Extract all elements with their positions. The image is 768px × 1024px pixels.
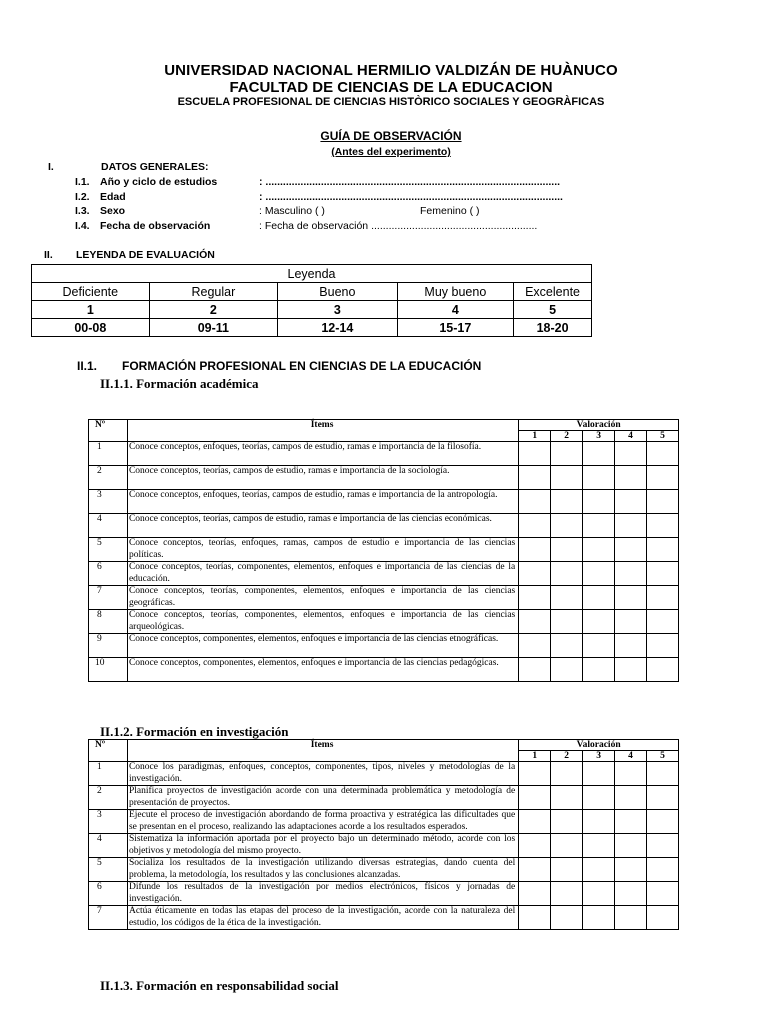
rating-cell[interactable] xyxy=(583,490,615,514)
table-row xyxy=(89,586,679,610)
row-number: 2 xyxy=(89,786,128,810)
row-number: 7 xyxy=(89,906,128,930)
rating-cell[interactable] xyxy=(646,834,678,858)
rating-cell[interactable] xyxy=(551,586,583,610)
research-scale-4: 4 xyxy=(615,751,647,762)
general-label-year: Año y ciclo de estudios xyxy=(100,176,218,188)
rating-cell[interactable] xyxy=(583,442,615,466)
rating-cell[interactable] xyxy=(646,906,678,930)
guide-title: GUÍA DE OBSERVACIÓN xyxy=(320,129,462,143)
table-row xyxy=(89,514,679,538)
table-row xyxy=(89,610,679,634)
research-scale-3: 3 xyxy=(583,751,615,762)
legend-range-cell: 00-08 xyxy=(32,319,150,337)
academic-title: II.1.1. Formación académica xyxy=(100,376,259,391)
table-row xyxy=(89,834,679,858)
row-number: 8 xyxy=(89,610,128,634)
legend-caption: Leyenda xyxy=(32,265,592,283)
row-item: Conoce conceptos, teorías, enfoques, ramas, campos de estudio e importancia de las ciencias políticas. xyxy=(127,538,518,562)
row-item: Difunde los resultados de la investigación por medios electrónicos, físicos y jornadas de investigación. xyxy=(127,882,518,906)
rating-cell[interactable] xyxy=(519,538,551,562)
rating-cell[interactable] xyxy=(646,658,678,682)
rating-cell[interactable] xyxy=(583,834,615,858)
row-number: 7 xyxy=(89,586,128,610)
row-item: Conoce conceptos, teorías, campos de estudio, ramas e importancia de las ciencias económicas. xyxy=(127,514,518,538)
row-number: 5 xyxy=(89,538,128,562)
general-code-2: I.2. xyxy=(75,191,90,203)
general-code-4: I.4. xyxy=(75,220,90,232)
rating-cell[interactable] xyxy=(519,490,551,514)
rating-cell[interactable] xyxy=(646,858,678,882)
social-title: II.1.3. Formación en responsabilidad social xyxy=(100,978,339,993)
research-col-num: Nº xyxy=(89,740,128,762)
general-label-age: Edad xyxy=(100,191,126,203)
rating-cell[interactable] xyxy=(519,514,551,538)
rating-cell[interactable] xyxy=(551,562,583,586)
general-code-3: I.3. xyxy=(75,205,90,217)
rating-cell[interactable] xyxy=(646,586,678,610)
general-section-number: I. xyxy=(48,161,54,173)
table-row xyxy=(89,762,679,786)
legend-value-cell: 5 xyxy=(514,301,592,319)
rating-cell[interactable] xyxy=(519,634,551,658)
rating-cell[interactable] xyxy=(551,514,583,538)
rating-cell[interactable] xyxy=(583,610,615,634)
rating-cell[interactable] xyxy=(551,882,583,906)
rating-cell[interactable] xyxy=(551,610,583,634)
rating-cell[interactable] xyxy=(583,906,615,930)
academic-scale-4: 4 xyxy=(615,431,647,442)
rating-cell[interactable] xyxy=(551,762,583,786)
legend-label-cell: Bueno xyxy=(278,283,398,301)
academic-scale-5: 5 xyxy=(646,431,678,442)
row-item: Socializa los resultados de la investigación utilizando diversas estrategias, dando cuenta del problema, la metodología, los resultados y las conclusiones alcanzadas. xyxy=(127,858,518,882)
research-title: II.1.2. Formación en investigación xyxy=(100,724,289,739)
rating-cell[interactable] xyxy=(615,810,647,834)
research-scale-5: 5 xyxy=(646,751,678,762)
section-21-title: FORMACIÓN PROFESIONAL EN CIENCIAS DE LA EDUCACIÓN xyxy=(122,359,482,373)
row-item: Ejecute el proceso de investigación abordando de forma proactiva y estratégica las dificultades que se presentan en el proceso, realizando las adaptaciones acorde a los resultados esperados. xyxy=(127,810,518,834)
rating-cell[interactable] xyxy=(551,906,583,930)
table-row xyxy=(89,562,679,586)
general-value-year[interactable]: : ..................................................................................................... xyxy=(259,176,561,188)
rating-cell[interactable] xyxy=(615,586,647,610)
row-number: 9 xyxy=(89,634,128,658)
rating-cell[interactable] xyxy=(519,442,551,466)
row-item: Conoce conceptos, teorías, componentes, elementos, enfoques e importancia de las ciencias geográficas. xyxy=(127,586,518,610)
rating-cell[interactable] xyxy=(646,562,678,586)
rating-cell[interactable] xyxy=(583,810,615,834)
rating-cell[interactable] xyxy=(519,586,551,610)
row-item: Conoce conceptos, teorías, componentes, elementos, enfoques e importancia de las ciencias de la educación. xyxy=(127,562,518,586)
legend-value-cell: 1 xyxy=(32,301,150,319)
general-value-sex-female[interactable]: Femenino ( ) xyxy=(420,205,480,217)
academic-col-num: Nº xyxy=(89,420,128,442)
rating-cell[interactable] xyxy=(519,562,551,586)
rating-cell[interactable] xyxy=(583,762,615,786)
rating-cell[interactable] xyxy=(615,514,647,538)
legend-value-cell: 3 xyxy=(278,301,398,319)
rating-cell[interactable] xyxy=(646,762,678,786)
academic-scale-2: 2 xyxy=(551,431,583,442)
rating-cell[interactable] xyxy=(551,490,583,514)
research-col-valoracion: Valoración xyxy=(519,740,679,751)
general-section-title: DATOS GENERALES: xyxy=(101,161,209,173)
faculty-name: FACULTAD DE CIENCIAS DE LA EDUCACION xyxy=(229,79,553,96)
rating-cell[interactable] xyxy=(551,658,583,682)
research-col-items: Ítems xyxy=(127,740,518,762)
rating-cell[interactable] xyxy=(615,634,647,658)
legend-value-cell: 4 xyxy=(397,301,514,319)
legend-range-cell: 18-20 xyxy=(514,319,592,337)
row-number: 1 xyxy=(89,762,128,786)
rating-cell[interactable] xyxy=(646,442,678,466)
row-number: 5 xyxy=(89,858,128,882)
row-number: 6 xyxy=(89,882,128,906)
rating-cell[interactable] xyxy=(615,490,647,514)
rating-cell[interactable] xyxy=(551,466,583,490)
rating-cell[interactable] xyxy=(551,442,583,466)
general-label-date: Fecha de observación xyxy=(100,220,211,232)
rating-cell[interactable] xyxy=(519,882,551,906)
academic-col-valoracion: Valoración xyxy=(519,420,679,431)
research-scale-2: 2 xyxy=(551,751,583,762)
research-table xyxy=(88,739,679,930)
row-item: Conoce conceptos, componentes, elementos, enfoques e importancia de las ciencias pedagógicas. xyxy=(127,658,518,682)
rating-cell[interactable] xyxy=(583,858,615,882)
table-row xyxy=(89,858,679,882)
rating-cell[interactable] xyxy=(583,658,615,682)
general-value-age[interactable]: : ...................................................................................................... xyxy=(259,191,563,203)
rating-cell[interactable] xyxy=(615,610,647,634)
row-item: Conoce los paradigmas, enfoques, conceptos, componentes, tipos, niveles y metodologías de la investigación. xyxy=(127,762,518,786)
rating-cell[interactable] xyxy=(646,514,678,538)
table-row xyxy=(89,882,679,906)
academic-table xyxy=(88,419,679,682)
rating-cell[interactable] xyxy=(646,810,678,834)
rating-cell[interactable] xyxy=(646,538,678,562)
row-item: Planifica proyectos de investigación acorde con una determinada problemática y metodología de presentación de proyectos. xyxy=(127,786,518,810)
rating-cell[interactable] xyxy=(615,466,647,490)
general-label-sex: Sexo xyxy=(100,205,126,217)
rating-cell[interactable] xyxy=(646,610,678,634)
academic-scale-1: 1 xyxy=(519,431,551,442)
legend-label-cell: Regular xyxy=(149,283,277,301)
rating-cell[interactable] xyxy=(519,786,551,810)
rating-cell[interactable] xyxy=(646,786,678,810)
rating-cell[interactable] xyxy=(615,538,647,562)
legend-section-title: LEYENDA DE EVALUACIÓN xyxy=(76,249,215,261)
row-number: 10 xyxy=(89,658,128,682)
general-code-1: I.1. xyxy=(75,176,90,188)
rating-cell[interactable] xyxy=(551,834,583,858)
legend-value-cell: 2 xyxy=(149,301,277,319)
table-row xyxy=(89,810,679,834)
legend-label-cell: Deficiente xyxy=(32,283,150,301)
rating-cell[interactable] xyxy=(615,858,647,882)
table-row xyxy=(89,442,679,466)
row-item: Conoce conceptos, teorías, campos de estudio, ramas e importancia de la sociología. xyxy=(127,466,518,490)
row-item: Sistematiza la información aportada por el proyecto bajo un determinado método, acorde con los objetivos y metodología del mismo proyecto. xyxy=(127,834,518,858)
legend-range-cell: 12-14 xyxy=(278,319,398,337)
rating-cell[interactable] xyxy=(615,762,647,786)
row-item: Conoce conceptos, teorías, componentes, elementos, enfoques e importancia de las ciencias arqueológicas. xyxy=(127,610,518,634)
table-row xyxy=(89,466,679,490)
row-number: 1 xyxy=(89,442,128,466)
rating-cell[interactable] xyxy=(615,442,647,466)
legend-label-cell: Muy bueno xyxy=(397,283,514,301)
rating-cell[interactable] xyxy=(519,466,551,490)
row-item: Actúa éticamente en todas las etapas del proceso de la investigación, acorde con la naturaleza del estudio, los códigos de la ética de la investigación. xyxy=(127,906,518,930)
rating-cell[interactable] xyxy=(519,762,551,786)
rating-cell[interactable] xyxy=(615,658,647,682)
rating-cell[interactable] xyxy=(519,834,551,858)
row-item: Conoce conceptos, componentes, elementos, enfoques e importancia de las ciencias etnográficas. xyxy=(127,634,518,658)
school-name: ESCUELA PROFESIONAL DE CIENCIAS HISTÒRICO SOCIALES Y GEOGRÀFICAS xyxy=(177,96,605,108)
rating-cell[interactable] xyxy=(646,490,678,514)
row-number: 2 xyxy=(89,466,128,490)
rating-cell[interactable] xyxy=(551,858,583,882)
university-name: UNIVERSIDAD NACIONAL HERMILIO VALDIZÁN DE HUÀNUCO xyxy=(164,62,618,79)
rating-cell[interactable] xyxy=(583,634,615,658)
rating-cell[interactable] xyxy=(551,810,583,834)
row-number: 3 xyxy=(89,810,128,834)
row-number: 4 xyxy=(89,514,128,538)
rating-cell[interactable] xyxy=(519,858,551,882)
rating-cell[interactable] xyxy=(615,834,647,858)
rating-cell[interactable] xyxy=(615,906,647,930)
guide-subtitle: (Antes del experimento) xyxy=(331,146,451,158)
table-row xyxy=(89,538,679,562)
row-item: Conoce conceptos, enfoques, teorías, campos de estudio, ramas e importancia de la antropología. xyxy=(127,490,518,514)
row-number: 4 xyxy=(89,834,128,858)
rating-cell[interactable] xyxy=(615,882,647,906)
rating-cell[interactable] xyxy=(583,514,615,538)
legend-table xyxy=(31,264,592,337)
rating-cell[interactable] xyxy=(583,786,615,810)
academic-col-items: Ítems xyxy=(127,420,518,442)
row-number: 6 xyxy=(89,562,128,586)
section-21-number: II.1. xyxy=(77,359,98,373)
table-row xyxy=(89,634,679,658)
rating-cell[interactable] xyxy=(519,810,551,834)
rating-cell[interactable] xyxy=(646,634,678,658)
general-value-sex-male[interactable]: : Masculino ( ) xyxy=(259,205,325,217)
legend-range-cell: 09-11 xyxy=(149,319,277,337)
rating-cell[interactable] xyxy=(519,658,551,682)
rating-cell[interactable] xyxy=(519,906,551,930)
rating-cell[interactable] xyxy=(646,466,678,490)
legend-range-cell: 15-17 xyxy=(397,319,514,337)
row-item: Conoce conceptos, enfoques, teorías, campos de estudio, ramas e importancia de la filosofía. xyxy=(127,442,518,466)
rating-cell[interactable] xyxy=(583,538,615,562)
table-row xyxy=(89,658,679,682)
rating-cell[interactable] xyxy=(583,562,615,586)
rating-cell[interactable] xyxy=(551,634,583,658)
rating-cell[interactable] xyxy=(615,562,647,586)
legend-label-cell: Excelente xyxy=(514,283,592,301)
table-row xyxy=(89,490,679,514)
rating-cell[interactable] xyxy=(583,466,615,490)
rating-cell[interactable] xyxy=(583,586,615,610)
rating-cell[interactable] xyxy=(551,538,583,562)
rating-cell[interactable] xyxy=(583,882,615,906)
general-value-date[interactable]: : Fecha de observación ......................................................... xyxy=(259,220,538,232)
rating-cell[interactable] xyxy=(615,786,647,810)
rating-cell[interactable] xyxy=(519,610,551,634)
legend-section-number: II. xyxy=(44,249,53,261)
table-row xyxy=(89,906,679,930)
rating-cell[interactable] xyxy=(551,786,583,810)
row-number: 3 xyxy=(89,490,128,514)
table-row xyxy=(89,786,679,810)
research-scale-1: 1 xyxy=(519,751,551,762)
academic-scale-3: 3 xyxy=(583,431,615,442)
rating-cell[interactable] xyxy=(646,882,678,906)
